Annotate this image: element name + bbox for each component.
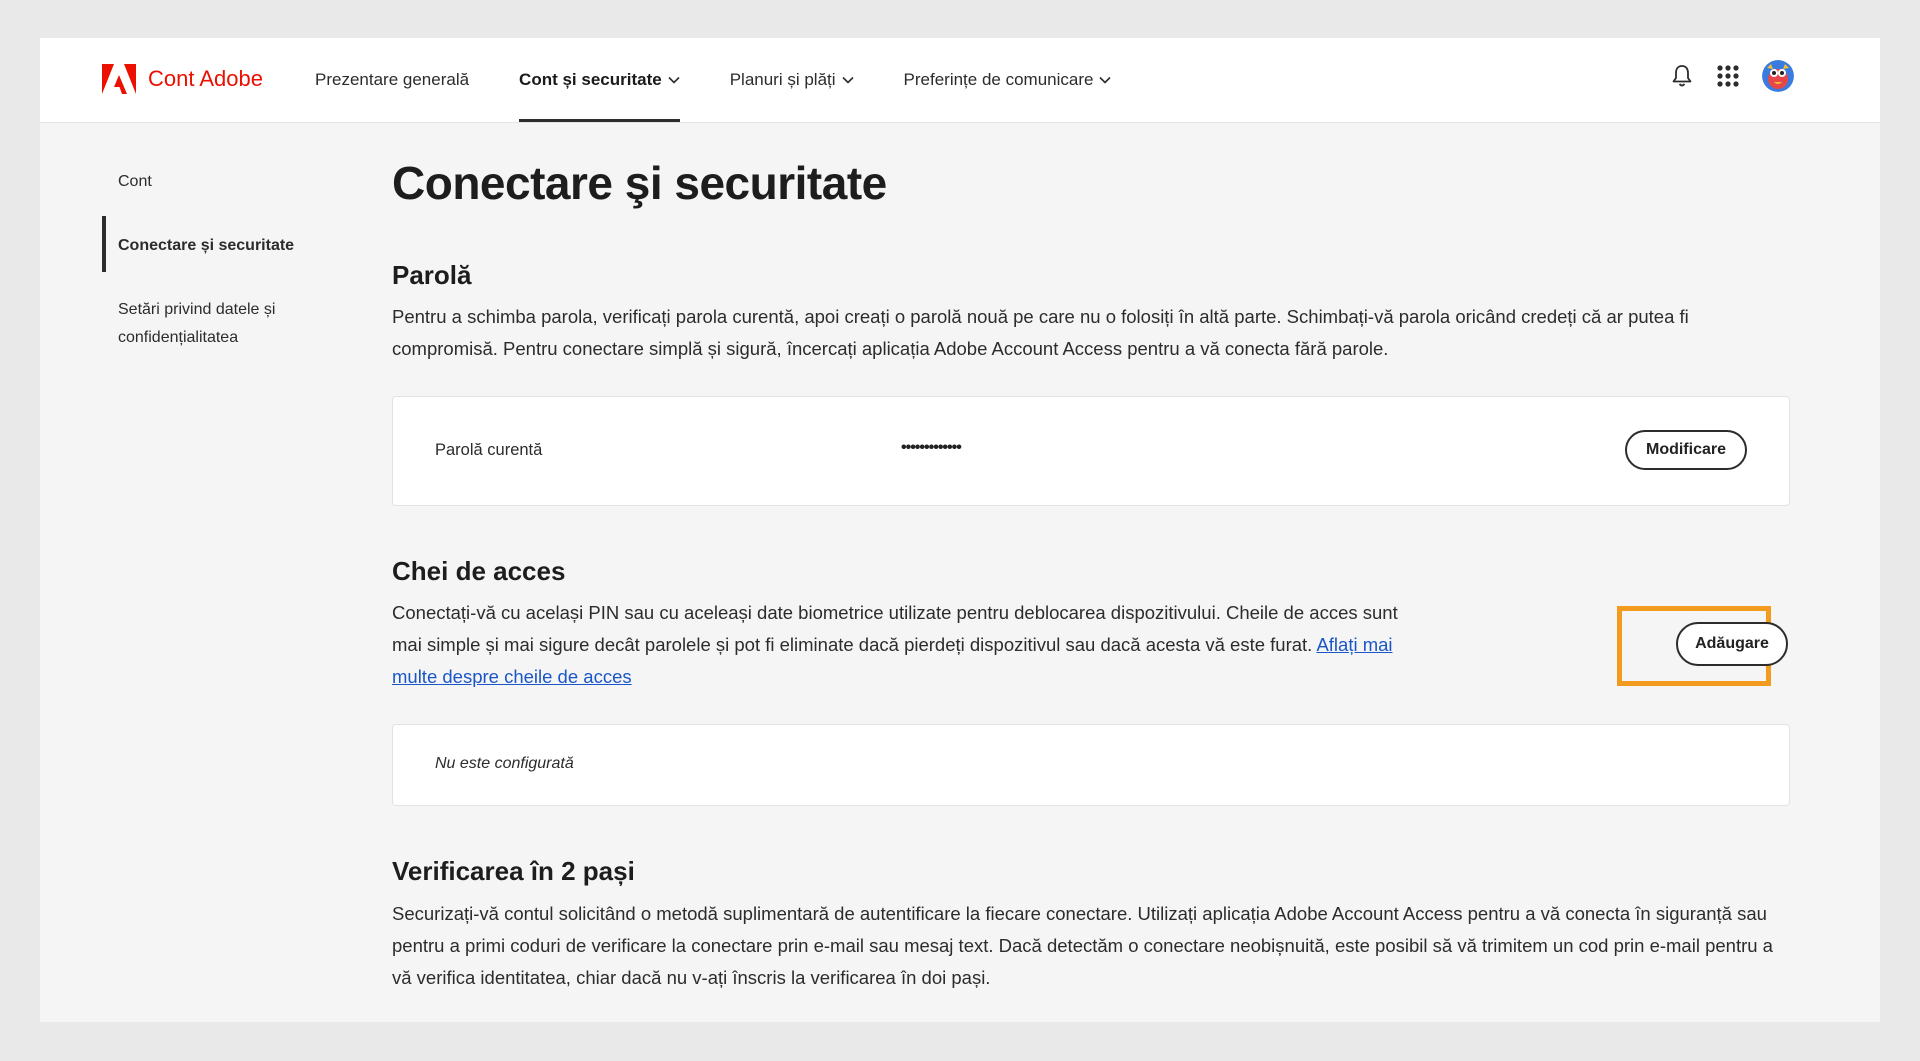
chevron-down-icon — [842, 76, 854, 84]
passkeys-heading: Chei de acces — [392, 556, 566, 586]
nav-overview[interactable] — [315, 38, 469, 122]
sidebar-item-login-security[interactable]: Conectare și securitate — [102, 232, 322, 260]
app-grid-icon[interactable] — [1716, 64, 1740, 88]
page-title: Conectare şi securitate — [392, 157, 887, 209]
nav-communication-preferences[interactable] — [904, 38, 1112, 122]
password-heading: Parolă — [392, 260, 472, 290]
main-nav — [315, 38, 1161, 122]
brand-name: Cont Adobe — [148, 66, 263, 91]
passkeys-card — [392, 724, 1790, 806]
chevron-down-icon — [668, 76, 680, 84]
bell-icon[interactable] — [1670, 64, 1694, 88]
change-password-button[interactable]: Modificare — [1625, 430, 1747, 470]
password-card — [392, 396, 1790, 506]
password-description: Pentru a schimba parola, verificați parola curentă, apoi creați o parolă nouă pe care nu o folosiți în altă parte. Schimbați-vă parola oricând credeți că ar putea fi compromisă. Pentru conectare simplă și sigură, încercați aplicația Adobe Account Access pentru a vă conecta fără parole. — [392, 306, 1689, 359]
current-password-label: Parolă curentă — [435, 441, 543, 459]
nav-plans-payments[interactable] — [730, 38, 854, 122]
page-frame — [40, 38, 1880, 1022]
sidebar-item-data-privacy[interactable]: Setări privind datele și confidențialitatea — [118, 301, 276, 346]
sidebar-item-account[interactable]: Cont — [118, 173, 152, 190]
nav-account-security[interactable] — [519, 38, 680, 122]
avatar[interactable] — [1762, 60, 1794, 92]
add-passkey-button[interactable]: Adăugare — [1676, 622, 1788, 666]
nav-plans-payments-label: Planuri și plăți — [729, 70, 836, 89]
adobe-logo-icon — [102, 64, 136, 94]
nav-overview-label: Prezentare generală — [315, 70, 470, 89]
nav-communication-preferences-label: Preferințe de comunicare — [903, 70, 1094, 89]
chevron-down-icon — [1099, 76, 1111, 84]
header-actions — [1670, 60, 1794, 92]
two-step-description: Securizați-vă contul solicitând o metodă suplimentară de autentificare la fiecare conectare. Utilizați aplicația Adobe Account Access pentru a vă conecta în siguranță sau pentru a primi coduri de verificare la conectare prin e-mail sau mesaj text. Dacă detectăm o conectare neobișnuită, este posibil să vă trimitem un cod prin e-mail pentru a vă verifica identitatea, chiar dacă nu v-ați înscris la verificarea în doi pași. — [392, 903, 1773, 988]
top-navigation — [40, 38, 1880, 123]
two-step-heading: Verificarea în 2 pași — [392, 856, 635, 886]
learn-more-link[interactable]: Aflați mai multe despre cheile de acces — [392, 634, 1393, 687]
passkeys-description-text: Conectați-vă cu același PIN sau cu aceleași date biometrice utilizate pentru deblocarea dispozitivului. Cheile de acces sunt mai simple și mai sigure decât parolele și pot fi eliminate dacă pierdeți dispozitivul sau dacă acesta vă este furat. — [392, 602, 1398, 655]
passkeys-description — [392, 597, 1422, 693]
current-password-value: ••••••••••••• — [901, 439, 961, 456]
brand[interactable] — [102, 64, 263, 94]
sidebar — [102, 168, 322, 352]
passkeys-status: Nu este configurată — [435, 755, 574, 772]
nav-account-security-label: Cont și securitate — [519, 70, 662, 89]
